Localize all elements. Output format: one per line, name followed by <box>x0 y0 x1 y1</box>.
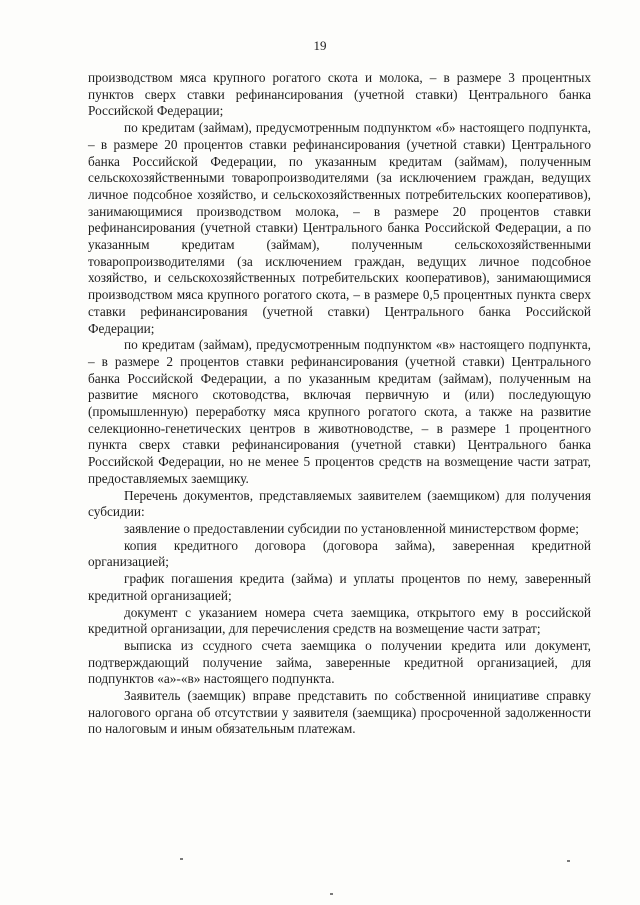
scan-speck <box>180 858 183 860</box>
paragraph-2: по кредитам (займам), предусмотренным подпунктом «б» настоящего подпункта, – в размере 20 процентов ставки рефинансирования (учетной ставки) Центрального банка Российской Федерации, по указанным кредитам (займам), полученным сельскохозяйственными товаропроизводителями (за исключением граждан, ведущих личное подсобное хозяйство, и сельскохозяйственных потребительских кооперативов), занимающимися производством молока, – в размере 20 процентов ставки рефинансирования (учетной ставки) Центрального банка Российской Федерации, а по указанным кредитам (займам), полученным сельскохозяйственными товаропроизводителями (за исключением граждан, ведущих личное подсобное хозяйство, и сельскохозяйственных потребительских кооперативов), занимающимися производством мяса крупного рогатого скота, – в размере 0,5 процентных пункта сверх ставки рефинансирования (учетной ставки) Центрального банка Российской Федерации; <box>88 120 591 336</box>
paragraph-6: копия кредитного договора (договора займа), заверенная кредитной организацией; <box>88 537 591 570</box>
paragraph-1: производством мяса крупного рогатого скота и молока, – в размере 3 процентных пунктов сверх ставки рефинансирования (учетной ставки) Центрального банка Российской Федерации; <box>88 70 591 119</box>
document-body <box>88 70 591 738</box>
paragraph-7: график погашения кредита (займа) и уплаты процентов по нему, заверенный кредитной организацией; <box>88 571 591 603</box>
paragraph-10: Заявитель (заемщик) вправе представить по собственной инициативе справку налогового органа об отсутствии у заявителя (заемщика) просроченной задолженности по налоговым и иным обязательным платежам. <box>88 688 591 737</box>
paragraph-8: документ с указанием номера счета заемщика, открытого ему в российской кредитной организации, для перечисления средств на возмещение части затрат; <box>88 604 591 637</box>
paragraph-5: заявление о предоставлении субсидии по установленной министерством форме; <box>124 520 579 536</box>
page-number: 19 <box>313 38 327 53</box>
scan-speck <box>567 860 570 862</box>
paragraph-3: по кредитам (займам), предусмотренным подпунктом «в» настоящего подпункта, – в размере 2 процентов ставки рефинансирования (учетной ставки) Центрального банка Российской Федерации, а по указанным кредитам (займам), полученным на развитие мясного скотоводства, включая первичную и (или) последующую (промышленную) переработку мяса крупного рогатого скота, а также на развитие селекционно-генетических центров в животноводстве, – в размере 1 процентного пункта сверх ставки рефинансирования (учетной ставки) Центрального банка Российской Федерации, но не менее 5 процентов средств на возмещение части затрат, предоставляемых заемщику. <box>88 337 591 486</box>
paragraph-9: выписка из ссудного счета заемщика о получении кредита или документ, подтверждающий получение займа, заверенные кредитной организацией, для подпунктов «а»-«в» настоящего подпункта. <box>88 637 591 687</box>
scan-speck <box>330 893 333 895</box>
paragraph-4: Перечень документов, представляемых заявителем (заемщиком) для получения субсидии: <box>88 487 591 520</box>
